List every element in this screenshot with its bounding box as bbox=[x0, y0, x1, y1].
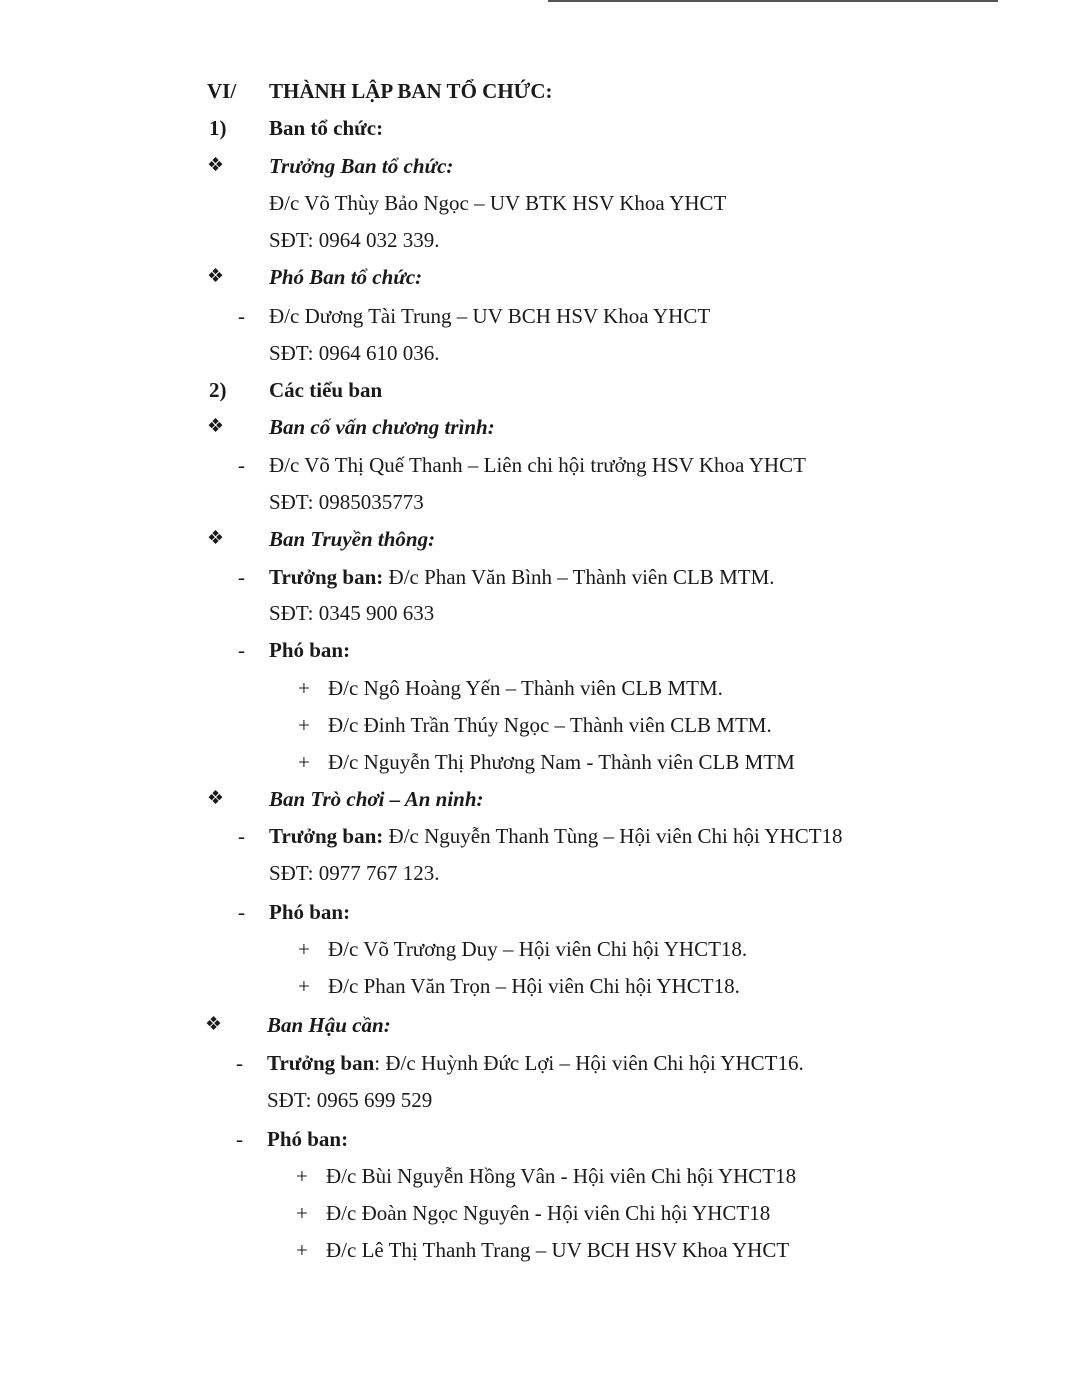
diamond-bullet-icon: ❖ bbox=[207, 788, 225, 809]
dash-bullet: - bbox=[238, 565, 245, 589]
head-organizer-name: Đ/c Võ Thùy Bảo Ngọc – UV BTK HSV Khoa YHCT bbox=[269, 191, 727, 215]
games-head-line bbox=[269, 823, 843, 849]
dash-bullet: - bbox=[238, 304, 245, 328]
dash-bullet: - bbox=[238, 453, 245, 477]
deputy-organizer-phone: SĐT: 0964 610 036. bbox=[269, 341, 440, 365]
media-deputy-3: Đ/c Nguyễn Thị Phương Nam - Thành viên CLB MTM bbox=[328, 750, 795, 774]
games-deputy-label: Phó ban: bbox=[269, 900, 351, 924]
logistics-head-name: : Đ/c Huỳnh Đức Lợi – Hội viên Chi hội YHCT16. bbox=[374, 1051, 804, 1075]
media-deputy-label: Phó ban: bbox=[269, 638, 351, 662]
games-phone: SĐT: 0977 767 123. bbox=[269, 861, 440, 885]
logistics-deputy-2: Đ/c Đoàn Ngọc Nguyên - Hội viên Chi hội YHCT18 bbox=[326, 1201, 771, 1225]
diamond-bullet-icon: ❖ bbox=[207, 528, 225, 549]
section-title: THÀNH LẬP BAN TỔ CHỨC: bbox=[269, 79, 553, 103]
part1-title: Ban tổ chức: bbox=[269, 116, 384, 140]
diamond-bullet-icon: ❖ bbox=[205, 1014, 223, 1035]
section-number: VI/ bbox=[207, 79, 237, 103]
logistics-deputy-label: Phó ban: bbox=[267, 1127, 349, 1151]
dash-bullet: - bbox=[238, 638, 245, 662]
games-head-name: Đ/c Nguyễn Thanh Tùng – Hội viên Chi hội YHCT18 bbox=[383, 824, 843, 848]
media-deputy-1: Đ/c Ngô Hoàng Yến – Thành viên CLB MTM. bbox=[328, 676, 723, 700]
plus-bullet: + bbox=[298, 750, 310, 774]
plus-bullet: + bbox=[296, 1201, 308, 1225]
dash-bullet: - bbox=[236, 1127, 243, 1151]
diamond-bullet-icon: ❖ bbox=[207, 155, 225, 176]
part1-number: 1) bbox=[209, 116, 227, 140]
media-head-label: Trưởng ban: bbox=[269, 565, 384, 589]
media-head-line bbox=[269, 564, 775, 590]
games-deputy-1: Đ/c Võ Trương Duy – Hội viên Chi hội YHCT18. bbox=[328, 937, 748, 961]
logistics-head-line bbox=[267, 1050, 804, 1076]
part2-title: Các tiểu ban bbox=[269, 378, 383, 402]
plus-bullet: + bbox=[296, 1164, 308, 1188]
games-deputy-2: Đ/c Phan Văn Trọn – Hội viên Chi hội YHCT18. bbox=[328, 974, 740, 998]
head-organizer-phone: SĐT: 0964 032 339. bbox=[269, 228, 440, 252]
media-title: Ban Truyền thông: bbox=[269, 527, 436, 551]
logistics-title: Ban Hậu cần: bbox=[267, 1013, 391, 1037]
head-organizer-title: Trưởng Ban tổ chức: bbox=[269, 154, 454, 178]
media-deputy-2: Đ/c Đinh Trần Thúy Ngọc – Thành viên CLB MTM. bbox=[328, 713, 772, 737]
scan-edge-line bbox=[548, 0, 998, 2]
deputy-organizer-title: Phó Ban tổ chức: bbox=[269, 265, 423, 289]
media-phone: SĐT: 0345 900 633 bbox=[269, 601, 435, 625]
advisory-name: Đ/c Võ Thị Quế Thanh – Liên chi hội trưởng HSV Khoa YHCT bbox=[269, 453, 806, 477]
plus-bullet: + bbox=[296, 1238, 308, 1262]
plus-bullet: + bbox=[298, 713, 310, 737]
logistics-phone: SĐT: 0965 699 529 bbox=[267, 1088, 433, 1112]
plus-bullet: + bbox=[298, 676, 310, 700]
logistics-deputy-3: Đ/c Lê Thị Thanh Trang – UV BCH HSV Khoa YHCT bbox=[326, 1238, 790, 1262]
diamond-bullet-icon: ❖ bbox=[207, 416, 225, 437]
plus-bullet: + bbox=[298, 937, 310, 961]
diamond-bullet-icon: ❖ bbox=[207, 266, 225, 287]
advisory-phone: SĐT: 0985035773 bbox=[269, 490, 424, 514]
dash-bullet: - bbox=[238, 824, 245, 848]
logistics-head-label: Trưởng ban bbox=[267, 1051, 375, 1075]
deputy-organizer-name: Đ/c Dương Tài Trung – UV BCH HSV Khoa YHCT bbox=[269, 304, 711, 328]
advisory-title: Ban cố vấn chương trình: bbox=[269, 415, 495, 439]
logistics-deputy-1: Đ/c Bùi Nguyễn Hồng Vân - Hội viên Chi hội YHCT18 bbox=[326, 1164, 797, 1188]
part2-number: 2) bbox=[209, 378, 227, 402]
dash-bullet: - bbox=[238, 900, 245, 924]
plus-bullet: + bbox=[298, 974, 310, 998]
media-head-name: Đ/c Phan Văn Bình – Thành viên CLB MTM. bbox=[383, 565, 775, 589]
games-head-label: Trưởng ban: bbox=[269, 824, 384, 848]
games-title: Ban Trò chơi – An ninh: bbox=[269, 787, 484, 811]
dash-bullet: - bbox=[236, 1051, 243, 1075]
